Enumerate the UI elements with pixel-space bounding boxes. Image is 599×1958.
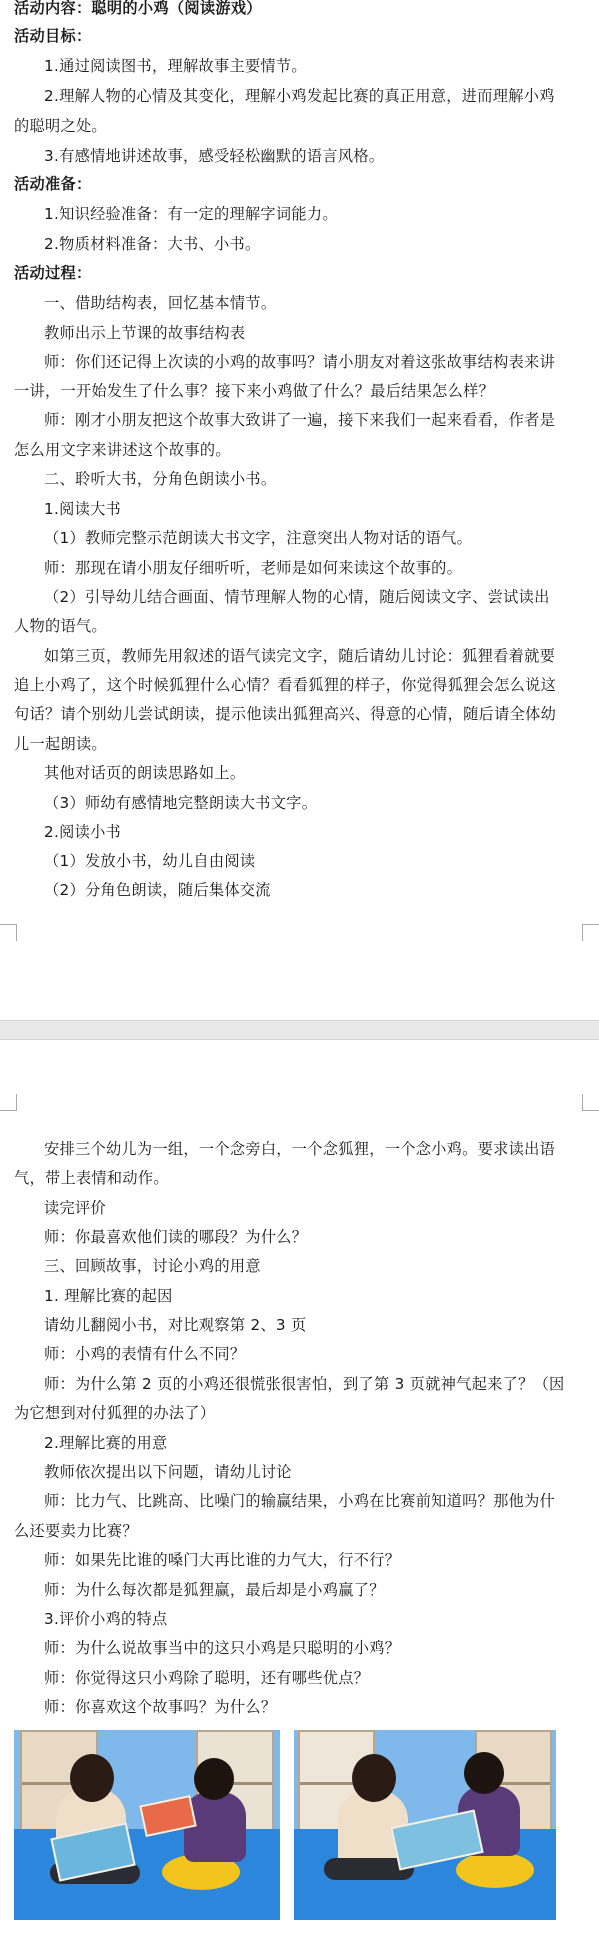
goal-item: 2.理解人物的心情及其变化，理解小鸡发起比赛的真正用意，进而理解小鸡	[44, 87, 555, 105]
body-line: 气，带上表情和动作。	[14, 1169, 169, 1187]
body-line: 师：你觉得这只小鸡除了聪明，还有哪些优点？	[44, 1669, 370, 1687]
body-line: 读完评价	[44, 1199, 106, 1217]
process-line: 二、聆听大书，分角色朗读小书。	[44, 470, 277, 488]
body-line: 师：你最喜欢他们读的哪段？为什么？	[44, 1228, 308, 1246]
girl-head	[352, 1754, 396, 1802]
body-line: 2.理解比赛的用意	[44, 1434, 168, 1452]
process-line: 句话？请个别幼儿尝试朗读，提示他读出狐狸高兴、得意的心情，随后请全体幼	[14, 705, 557, 723]
process-line: （1）教师完整示范朗读大书文字，注意突出人物对话的语气。	[44, 529, 473, 547]
body-line: 请幼儿翻阅小书，对比观察第 2、3 页	[44, 1316, 307, 1334]
goal-item: 3.有感情地讲述故事，感受轻松幽默的语言风格。	[44, 147, 385, 165]
process-line: 其他对话页的朗读思路如上。	[44, 764, 246, 782]
body-line: 师：为什么每次都是狐狸赢，最后却是小鸡赢了？	[44, 1581, 385, 1599]
body-line: 教师依次提出以下问题，请幼儿讨论	[44, 1463, 292, 1481]
process-line: 师：刚才小朋友把这个故事大致讲了一遍，接下来我们一起来看看，作者是	[44, 411, 556, 429]
process-line: 1.阅读大书	[44, 500, 122, 518]
body-line: 师：你喜欢这个故事吗？为什么？	[44, 1698, 277, 1716]
body-line: 么还要卖力比赛？	[14, 1522, 138, 1540]
body-line: 师：如果先比谁的嗓门大再比谁的力气大，行不行？	[44, 1551, 401, 1569]
prep-item: 2.物质材料准备：大书、小书。	[44, 235, 261, 253]
crop-mark	[0, 924, 17, 941]
process-line: （2）分角色朗读，随后集体交流	[44, 881, 271, 899]
goal-item-cont: 的聪明之处。	[14, 117, 107, 135]
body-line: 师：比力气、比跳高、比噪门的输赢结果，小鸡在比赛前知道吗？那他为什	[44, 1492, 556, 1510]
process-line: 如第三页，教师先用叙述的语气读完文字，随后请幼儿讨论：狐狸看着就要	[44, 647, 556, 665]
body-line: 1. 理解比赛的起因	[44, 1287, 173, 1305]
process-line: 一、借助结构表，回忆基本情节。	[44, 294, 277, 312]
page-separator	[0, 1020, 599, 1040]
crop-mark	[0, 1094, 17, 1111]
crop-mark	[582, 924, 599, 941]
body-line: 安排三个幼儿为一组，一个念旁白，一个念狐狸，一个念小鸡。要求读出语	[44, 1140, 556, 1158]
body-line: 为它想到对付狐狸的办法了）	[14, 1404, 216, 1422]
process-line: 一讲，一开始发生了什么事？接下来小鸡做了什么？最后结果怎么样？	[14, 382, 495, 400]
process-line: 人物的语气。	[14, 617, 107, 635]
process-line: 师：那现在请小朋友仔细听听，老师是如何来读这个故事的。	[44, 559, 463, 577]
process-line: 追上小鸡了，这个时候狐狸什么心情？看看狐狸的样子，你觉得狐狸会怎么说这	[14, 676, 557, 694]
process-line: 怎么用文字来讲述这个故事的。	[14, 441, 231, 459]
classroom-reading-photo-icon	[294, 1730, 556, 1920]
girl-head	[70, 1754, 114, 1802]
body-line: 三、回顾故事，讨论小鸡的用意	[44, 1257, 261, 1275]
prep-item: 1.知识经验准备：有一定的理解字词能力。	[44, 205, 338, 223]
goal-item: 1.通过阅读图书，理解故事主要情节。	[44, 57, 307, 75]
process-line: 师：你们还记得上次读的小鸡的故事吗？请小朋友对着这张故事结构表来讲	[44, 353, 556, 371]
classroom-reading-photo-icon	[14, 1730, 280, 1920]
process-line: （2）引导幼儿结合画面、情节理解人物的心情，随后阅读文字、尝试读出	[44, 588, 550, 606]
process-line: 儿一起朗读。	[14, 735, 107, 753]
boy-figure	[184, 1792, 246, 1862]
section-heading-goals: 活动目标：	[14, 27, 92, 45]
boy-head	[194, 1758, 234, 1800]
section-heading-prep: 活动准备：	[14, 175, 92, 193]
process-line: 教师出示上节课的故事结构表	[44, 324, 246, 342]
process-line: 2.阅读小书	[44, 823, 122, 841]
activity-title: 活动内容：聪明的小鸡（阅读游戏）	[14, 0, 262, 17]
document-page-2	[0, 1040, 599, 1958]
body-line: 师：为什么说故事当中的这只小鸡是只聪明的小鸡？	[44, 1639, 401, 1657]
boy-head	[464, 1752, 504, 1794]
body-line: 师：为什么第 2 页的小鸡还很慌张很害怕，到了第 3 页就神气起来了？（因	[44, 1375, 565, 1393]
body-line: 3.评价小鸡的特点	[44, 1610, 168, 1628]
process-line: （1）发放小书，幼儿自由阅读	[44, 852, 256, 870]
crop-mark	[582, 1094, 599, 1111]
process-line: （3）师幼有感情地完整朗读大书文字。	[44, 794, 318, 812]
section-heading-process: 活动过程：	[14, 264, 92, 282]
body-line: 师：小鸡的表情有什么不同？	[44, 1345, 246, 1363]
cushion	[456, 1852, 534, 1888]
